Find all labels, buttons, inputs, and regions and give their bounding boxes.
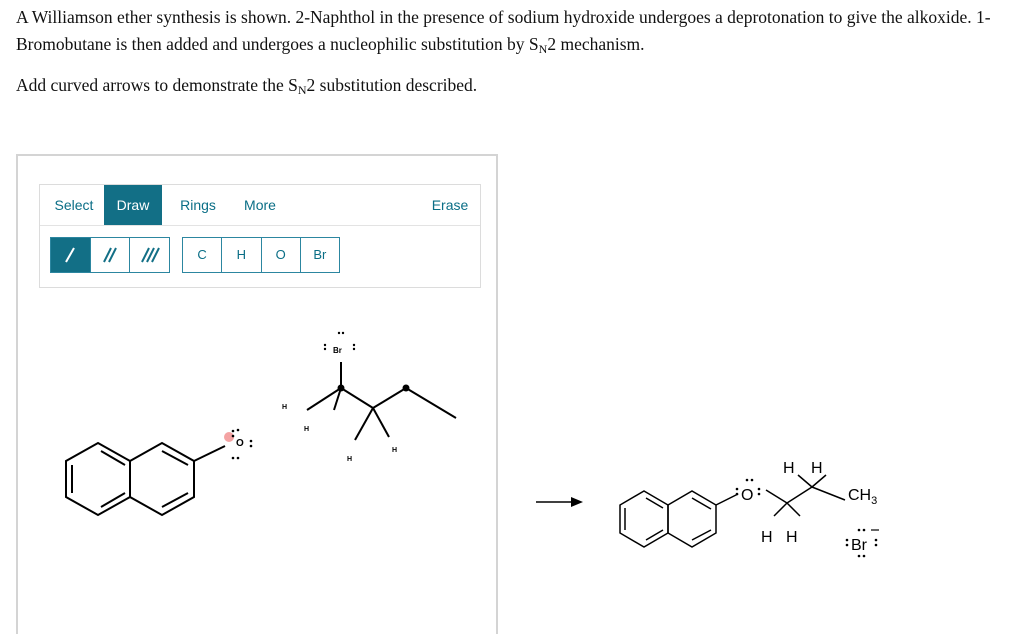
- question-text: A Williamson ether synthesis is shown. 2-Naphthol in the presence of sodium hydroxide undergoes a deprotonation to give the alkoxide. 1-Bromobutane is then added and undergoes a nucleophilic substitution by $S_N2$ mechanism.: [16, 7, 991, 56]
- erase-button[interactable]: Erase: [431, 197, 469, 213]
- methyl-group: $CH_3$: [848, 487, 878, 507]
- atom-carbon-button[interactable]: C: [183, 238, 222, 272]
- bromide-ion: [846, 529, 879, 558]
- bond-tool-group: [50, 237, 170, 273]
- editor-toolbar: [39, 184, 481, 288]
- bromine-label: Br: [333, 346, 342, 355]
- naphthalene-product: [620, 475, 845, 547]
- instruction-text: Add curved arrows to demonstrate the $S_N2$ substitution described.: [16, 75, 478, 97]
- carbon-atom[interactable]: [338, 385, 345, 392]
- carbon-atom[interactable]: [403, 385, 410, 392]
- hydrogen-label: H: [282, 404, 288, 411]
- tab-select[interactable]: Select: [54, 197, 94, 213]
- single-bond-button[interactable]: [51, 238, 91, 272]
- tab-draw[interactable]: Draw: [104, 185, 162, 225]
- atom-hydrogen-button[interactable]: H: [222, 238, 261, 272]
- hydrogen-label: H: [811, 460, 823, 477]
- drawing-editor[interactable]: [16, 154, 498, 634]
- hydrogen-label: H: [786, 529, 798, 546]
- atom-tool-group: [182, 237, 340, 273]
- single-bond-icon: [60, 245, 80, 265]
- hydrogen-label: H: [347, 456, 353, 463]
- atom-bromine-button[interactable]: Br: [313, 247, 327, 262]
- oxygen-label: O: [236, 438, 244, 449]
- toolbar-tabs: [40, 185, 480, 226]
- product-oxygen: [736, 479, 761, 504]
- atom-oxygen-button[interactable]: O: [262, 238, 301, 272]
- triple-bond-icon: [139, 245, 161, 265]
- triple-bond-button[interactable]: [130, 238, 169, 272]
- svg-text:Br: Br: [851, 537, 867, 554]
- svg-text:O: O: [741, 487, 754, 504]
- hydrogen-label: H: [392, 447, 398, 454]
- hydrogen-label: H: [304, 426, 310, 433]
- tab-more[interactable]: More: [244, 197, 276, 213]
- double-bond-button[interactable]: [91, 238, 131, 272]
- hydrogen-label: H: [783, 460, 795, 477]
- reaction-arrow: [536, 497, 583, 507]
- double-bond-icon: [100, 245, 120, 265]
- tab-rings[interactable]: Rings: [180, 197, 216, 213]
- hydrogen-label: H: [761, 529, 773, 546]
